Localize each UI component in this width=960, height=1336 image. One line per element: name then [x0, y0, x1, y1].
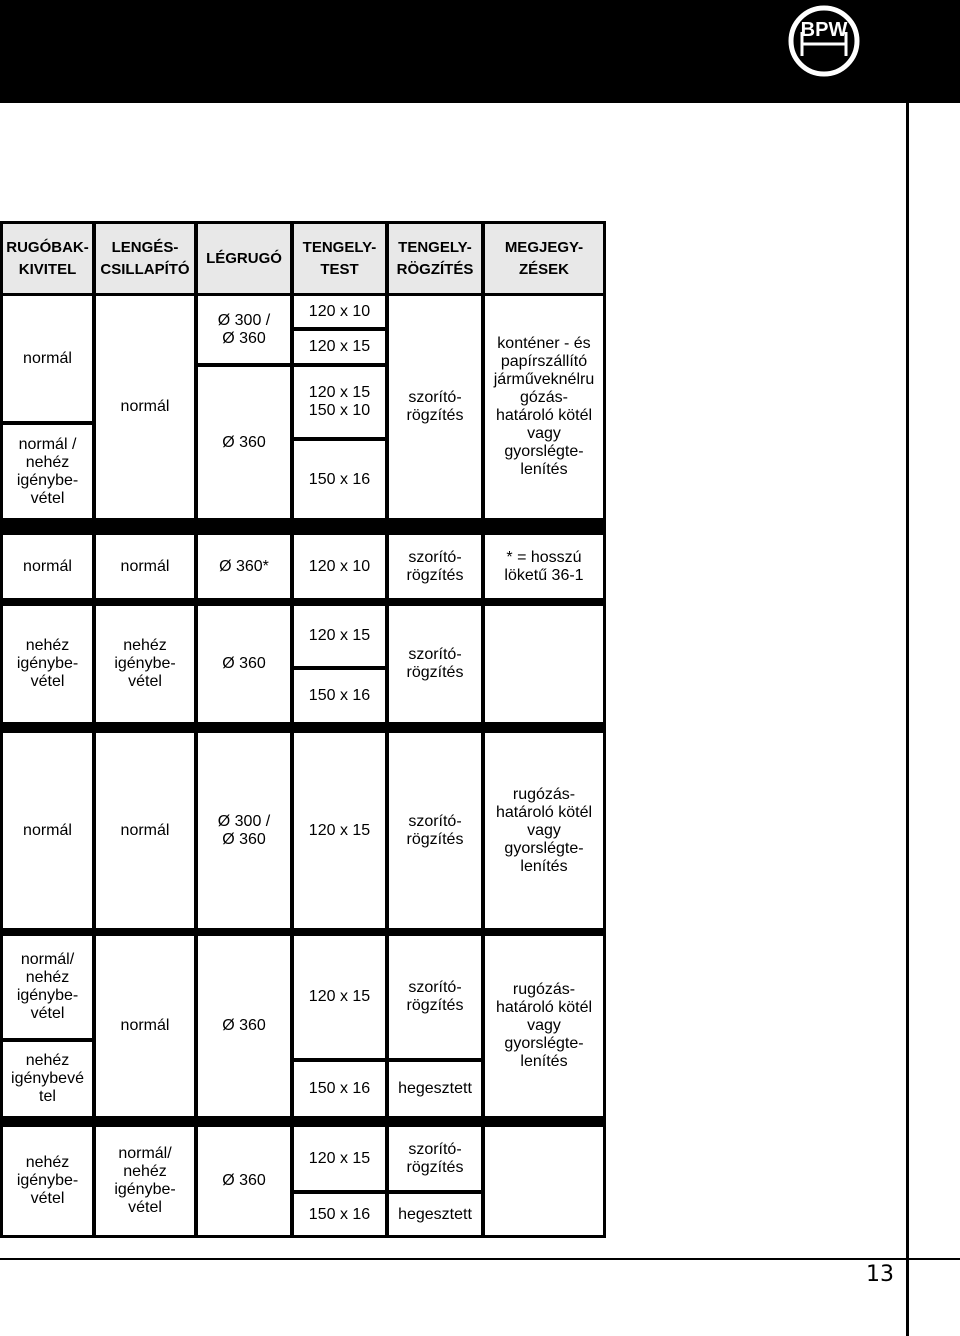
row5-test-b: 150 x 16 [294, 1062, 385, 1116]
row1-test-d: 150 x 16 [294, 441, 385, 518]
row6-test-b: 150 x 16 [294, 1194, 385, 1235]
row1-test-c: 120 x 15 150 x 10 [294, 367, 385, 437]
row1-legrugo-b: Ø 360 [198, 367, 290, 518]
row5-rugobak-b: nehéz igénybevé tel [3, 1042, 92, 1116]
row1-rugobak-a: normál [3, 296, 92, 421]
row6-rogzites-a: szorító- rögzítés [389, 1127, 481, 1190]
row6-legrugo: Ø 360 [198, 1127, 290, 1235]
row5-lenges: normál [96, 936, 194, 1116]
row4-lenges: normál [96, 733, 194, 928]
row3-test-a: 120 x 15 [294, 606, 385, 666]
header-tengelyrogzites: TENGELY- RÖGZÍTÉS [389, 224, 481, 293]
header-legrugo: LÉGRUGÓ [198, 224, 290, 293]
row3-rugobak: nehéz igénybe- vétel [3, 606, 92, 722]
row4-test: 120 x 15 [294, 733, 385, 928]
row2-megjegyzes: * = hosszú löketű 36-1 [485, 535, 603, 598]
row2-legrugo: Ø 360* [198, 535, 290, 598]
row6-rogzites-b: hegesztett [389, 1194, 481, 1235]
row1-test-b: 120 x 15 [294, 331, 385, 363]
footer-rule [0, 1258, 960, 1260]
header-tengelytest: TENGELY- TEST [294, 224, 385, 293]
row4-rogzites: szorító- rögzítés [389, 733, 481, 928]
logo-text: BPW [800, 19, 848, 41]
row2-test: 120 x 10 [294, 535, 385, 598]
bpw-logo [784, 4, 864, 78]
row6-rugobak: nehéz igénybe- vétel [3, 1127, 92, 1235]
row1-rogzites: szorító- rögzítés [389, 296, 481, 518]
row5-test-a: 120 x 15 [294, 936, 385, 1058]
row5-rugobak-a: normál/ nehéz igénybe- vétel [3, 936, 92, 1038]
row3-legrugo: Ø 360 [198, 606, 290, 722]
row3-lenges: nehéz igénybe- vétel [96, 606, 194, 722]
row5-rogzites-b: hegesztett [389, 1062, 481, 1116]
top-banner [0, 0, 960, 103]
row4-legrugo: Ø 300 / Ø 360 [198, 733, 290, 928]
row1-lenges: normál [96, 296, 194, 518]
header-megjegyzesek: MEGJEGY- ZÉSEK [485, 224, 603, 293]
row4-megjegyzes: rugózás- határoló kötél vagy gyorslégte- lenítés [485, 733, 603, 928]
page-number: 13 [866, 1262, 894, 1287]
margin-rule-vertical [906, 103, 909, 1336]
row5-legrugo: Ø 360 [198, 936, 290, 1116]
row2-rugobak: normál [3, 535, 92, 598]
specification-table [0, 221, 606, 1238]
row5-megjegyzes: rugózás- határoló kötél vagy gyorslégte- lenítés [485, 936, 603, 1116]
row1-legrugo-a: Ø 300 / Ø 360 [198, 296, 290, 363]
row4-rugobak: normál [3, 733, 92, 928]
row1-test-a: 120 x 10 [294, 296, 385, 327]
row2-lenges: normál [96, 535, 194, 598]
row6-lenges: normál/ nehéz igénybe- vétel [96, 1127, 194, 1235]
row6-test-a: 120 x 15 [294, 1127, 385, 1190]
row5-rogzites-a: szorító- rögzítés [389, 936, 481, 1058]
row1-rugobak-b: normál / nehéz igénybe- vétel [3, 425, 92, 518]
row3-megjegyzes [485, 606, 603, 722]
row3-test-b: 150 x 16 [294, 670, 385, 722]
header-rugobak: RUGÓBAK- KIVITEL [3, 224, 92, 293]
row3-rogzites: szorító- rögzítés [389, 606, 481, 722]
row1-megjegyzes: konténer - és papírszállító járműveknélru gózás- határoló kötél vagy gyorslégte- lenítés [485, 296, 603, 518]
row2-rogzites: szorító- rögzítés [389, 535, 481, 598]
header-lenges: LENGÉS- CSILLAPÍTÓ [96, 224, 194, 293]
row6-megjegyzes [485, 1127, 603, 1235]
